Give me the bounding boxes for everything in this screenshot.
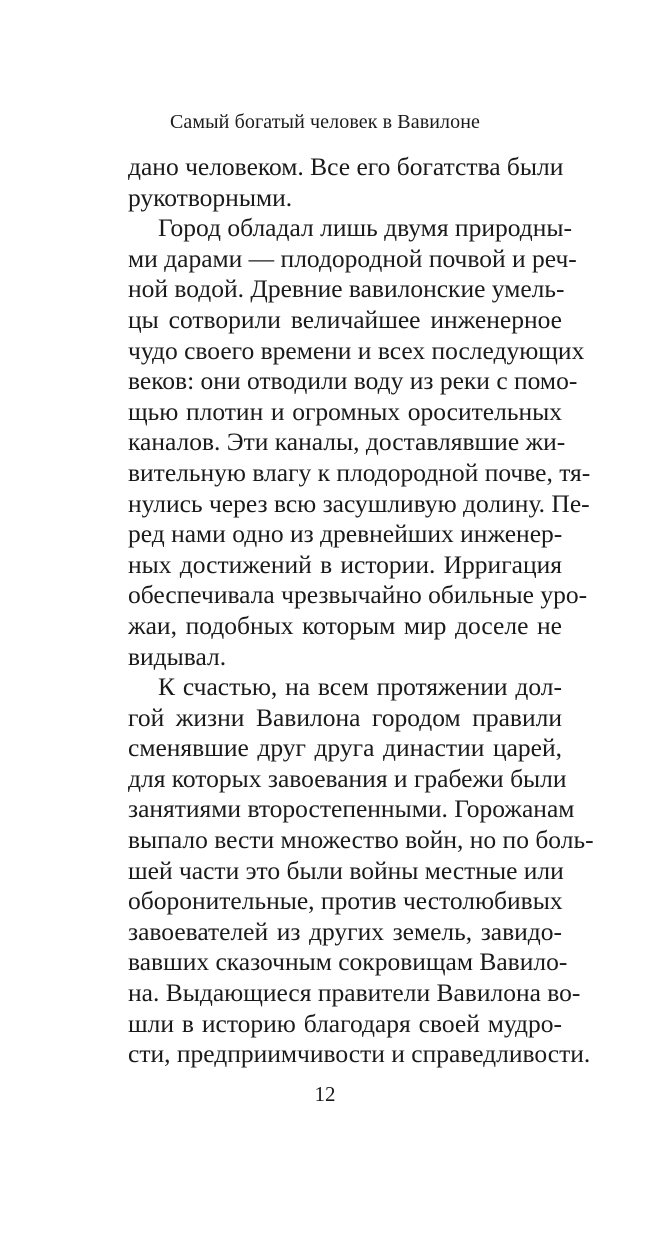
text-line: занятиями второстепенными. Горожанам <box>128 794 575 824</box>
text-line: сменявшие друг друга династии царей, <box>128 733 562 763</box>
text-line: цы сотворили величайшее инженерное <box>128 304 562 334</box>
text-line: ми дарами — плодородной почвой и реч- <box>128 243 577 273</box>
text-line: гой жизни Вавилона городом правили <box>128 702 562 732</box>
text-line: шли в историю благодаря своей мудро- <box>128 1008 562 1038</box>
text-line: чудо своего времени и всех последующих <box>128 335 585 365</box>
paragraph <box>128 152 562 213</box>
paragraph <box>128 213 591 672</box>
text-line: для которых завоевания и грабежи были <box>128 763 567 793</box>
text-line: жаи, подобных которым мир доселе не <box>128 610 562 640</box>
text-line: нулись через всю засушливую долину. Пе- <box>128 488 590 518</box>
text-line: ной водой. Древние вавилонские умель- <box>128 274 565 304</box>
page-number: 12 <box>314 1082 336 1106</box>
text-line: ных достижений в истории. Ирригация <box>128 549 562 579</box>
text-line: ред нами одно из древнейших инженер- <box>128 519 563 549</box>
text-line: рукотворными. <box>128 182 293 212</box>
text-line: обеспечивала чрезвычайно обильные уро- <box>128 580 588 610</box>
text-line: вительную влагу к плодородной почве, тя- <box>128 457 591 487</box>
text-line: выпало вести множество войн, но по боль- <box>128 825 594 855</box>
text-line: вавших сказочным сокровищам Вавило- <box>128 947 568 977</box>
text-line: на. Выдающиеся правители Вавилона во- <box>128 978 581 1008</box>
running-head: Самый богатый человек в Вавилоне <box>169 111 481 133</box>
text-line: сти, предприимчивости и справедливости. <box>128 1039 591 1069</box>
text-line: видывал. <box>128 641 227 671</box>
body-text <box>128 152 594 1070</box>
text-line: щью плотин и огромных оросительных <box>128 396 562 426</box>
text-line: К счастью, на всем протяжении дол- <box>158 672 562 702</box>
text-line: оборонительные, против честолюбивых <box>128 886 563 916</box>
paragraph <box>128 672 594 1070</box>
text-line: веков: они отводили воду из реки с помо- <box>128 366 578 396</box>
text-line: завоевателей из других земель, завидо- <box>128 916 562 946</box>
text-line: шей части это были войны местные или <box>128 855 564 885</box>
text-line: каналов. Эти каналы, доставлявшие жи- <box>128 427 566 457</box>
text-line: Город обладал лишь двумя природны- <box>158 213 572 243</box>
text-line: дано человеком. Все его богатства были <box>128 152 564 181</box>
